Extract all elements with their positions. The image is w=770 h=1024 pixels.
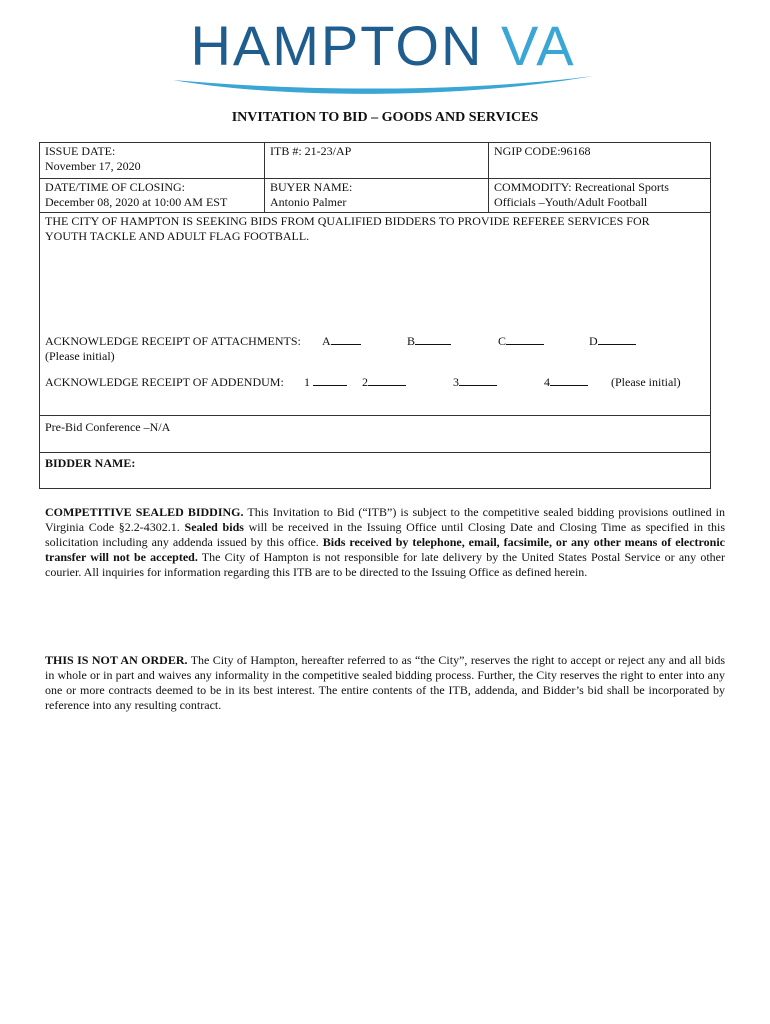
closing-label: DATE/TIME OF CLOSING:	[45, 180, 185, 194]
document-title: INVITATION TO BID – GOODS AND SERVICES	[231, 110, 539, 125]
issue-date-value: November 17, 2020	[45, 159, 141, 173]
attachment-c[interactable]: C	[498, 334, 544, 349]
issue-date-label: ISSUE DATE:	[45, 144, 116, 158]
commodity-cell	[488, 179, 710, 212]
buyer-value: Antonio Palmer	[270, 195, 347, 209]
closing-cell	[40, 179, 264, 212]
addendum-2[interactable]: 2	[362, 375, 406, 390]
attachment-b[interactable]: B	[407, 334, 451, 349]
addendum-label: ACKNOWLEDGE RECEIPT OF ADDENDUM:	[45, 375, 284, 389]
attachments-initial-note: (Please initial)	[45, 349, 115, 363]
not-an-order-heading: THIS IS NOT AN ORDER.	[45, 653, 188, 667]
attachments-line	[45, 334, 301, 349]
closing-row	[40, 179, 710, 213]
hampton-va-logo	[168, 14, 598, 100]
addendum-3[interactable]: 3	[453, 375, 497, 390]
sealed-bids-text: Sealed bids	[184, 520, 244, 534]
commodity-label: COMMODITY: Recreational Sports	[494, 180, 669, 194]
attachment-d[interactable]: D	[589, 334, 636, 349]
description-line-1: THE CITY OF HAMPTON IS SEEKING BIDS FROM QUALIFIED BIDDERS TO PROVIDE REFEREE SERVICES FOR	[45, 214, 650, 228]
ngip-code: NGIP CODE:96168	[494, 144, 591, 158]
not-an-order-paragraph: THIS IS NOT AN ORDER. The City of Hampton, hereafter referred to as “the City”, reserves the right to accept or reject any and all bids in whole or in part and waives any informality in the competitive sealed bidding process. Further, the City reserves the right to enter into any one or more contracts deemed to be in its best interest. The entire contents of the ITB, addenda, and Bidder’s bid shall be incorporated by reference into any resulting contract.	[45, 653, 725, 712]
attachments-label: ACKNOWLEDGE RECEIPT OF ATTACHMENTS:	[45, 334, 301, 348]
buyer-label: BUYER NAME:	[270, 180, 353, 194]
addendum-1[interactable]: 1	[304, 375, 347, 390]
divider-prebid	[40, 415, 710, 416]
addendum-initial-note: (Please initial)	[611, 375, 681, 389]
logo-va-text: VA	[501, 14, 576, 77]
ngip-code-cell	[488, 143, 710, 178]
competitive-bidding-paragraph: COMPETITIVE SEALED BIDDING. This Invitation to Bid (“ITB”) is subject to the competitive sealed bidding provisions outlined in Virginia Code §2.2-4302.1. Sealed bids will be received in the Issuing Office until Closing Date and Closing Time as specified in this solicitation including any addenda issued by this office. Bids received by telephone, email, facsimile, or any other means of electronic transfer will not be accepted. The City of Hampton is not responsible for late delivery by the United States Postal Service or any other courier. All inquiries for information regarding this ITB are to be directed to the Issuing Office as defined herein.	[45, 505, 726, 579]
itb-number-cell	[264, 143, 488, 178]
description-line-2: YOUTH TACKLE AND ADULT FLAG FOOTBALL.	[45, 229, 310, 243]
bid-info-box	[39, 142, 711, 489]
buyer-cell	[264, 179, 488, 212]
addendum-4[interactable]: 4	[544, 375, 588, 390]
issue-date-cell	[40, 143, 264, 178]
issue-row	[40, 143, 710, 179]
bidder-name-label: BIDDER NAME:	[45, 456, 136, 470]
competitive-heading: COMPETITIVE SEALED BIDDING.	[45, 505, 244, 519]
divider-bidder	[40, 452, 710, 453]
closing-value: December 08, 2020 at 10:00 AM EST	[45, 195, 228, 209]
prebid-conference: Pre-Bid Conference –N/A	[45, 420, 171, 434]
attachment-a[interactable]: A	[322, 334, 361, 349]
logo-wave-icon	[168, 70, 598, 104]
logo-hampton-text: HAMPTON	[190, 14, 484, 77]
itb-number: ITB #: 21-23/AP	[270, 144, 352, 158]
commodity-value: Officials –Youth/Adult Football	[494, 195, 648, 209]
electronic-bids-warning: Bids received by telephone, email, facsimile, or any other means of electronic transfer will not be accepted.	[45, 535, 725, 564]
